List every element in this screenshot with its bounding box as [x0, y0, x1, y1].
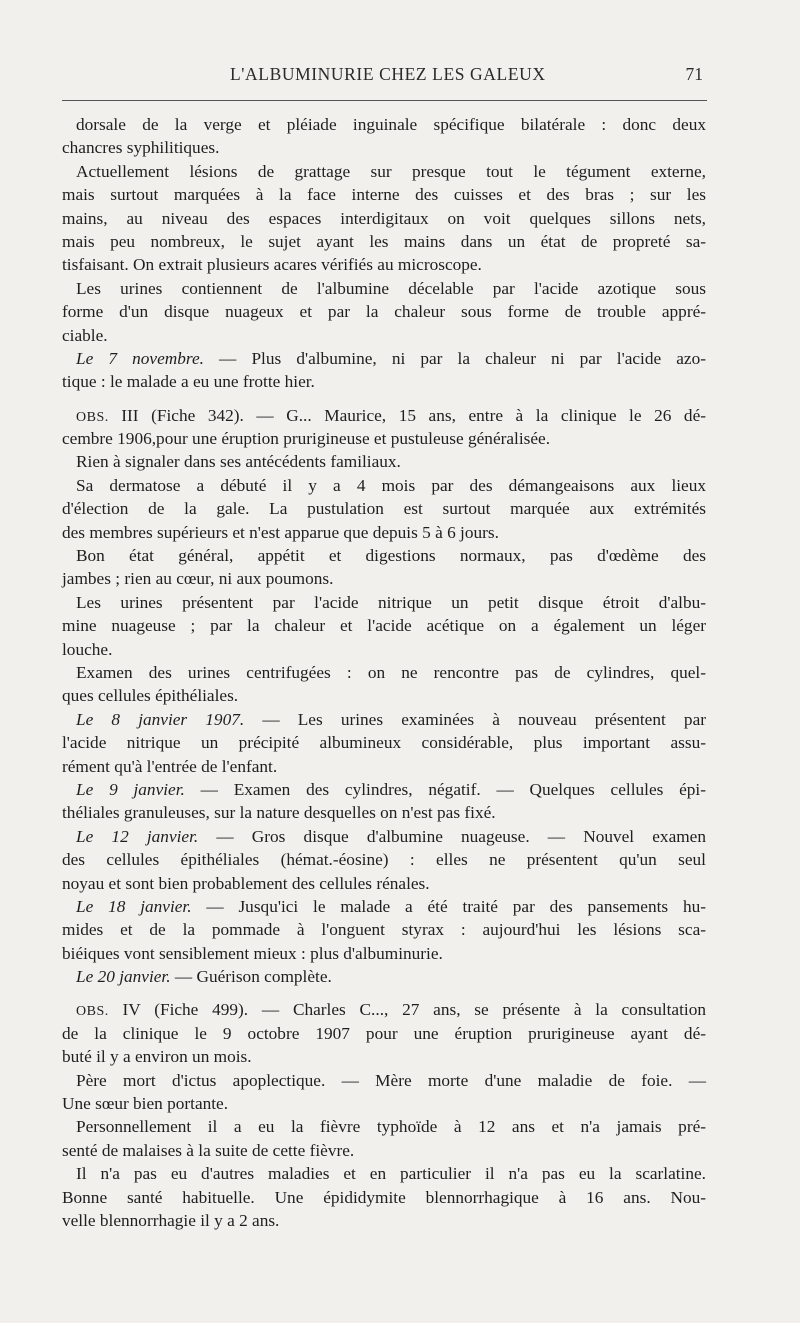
date-label: Le 9 janvier.	[76, 779, 185, 799]
running-title: L'ALBUMINURIE CHEZ LES GALEUX	[230, 64, 546, 84]
text-line	[62, 755, 706, 778]
paragraph	[62, 825, 706, 895]
paragraph	[62, 544, 706, 591]
line-text: ciable.	[62, 325, 108, 345]
line-text: mais peu nombreux, le sujet ayant les mains dans un état de propreté sa-	[62, 231, 706, 251]
text-line	[62, 404, 706, 427]
line-text: Les urines contiennent de l'albumine décelable par l'acide azotique sous	[76, 278, 706, 298]
text-line	[62, 614, 706, 637]
paragraph	[62, 1069, 706, 1116]
line-text: des cellules épithéliales (hémat.-éosine) : elles ne présentent qu'un seul	[62, 850, 706, 870]
text-line	[62, 895, 706, 918]
line-text: senté de malaises à la suite de cette fièvre.	[62, 1140, 355, 1160]
text-line	[62, 450, 706, 473]
text-line	[62, 731, 706, 754]
text-line	[62, 1022, 706, 1045]
text-line	[62, 113, 706, 136]
text-line	[62, 300, 706, 323]
text-line	[62, 965, 706, 988]
page-header	[62, 62, 707, 88]
text-line	[62, 778, 706, 801]
text-line	[62, 872, 706, 895]
line-text: Actuellement lésions de grattage sur presque tout le tégument externe,	[76, 161, 706, 181]
line-text: rément qu'à l'entrée de l'enfant.	[62, 756, 278, 776]
line-text: forme d'un disque nuageux et par la chaleur sous forme de trouble appré-	[62, 302, 706, 322]
paragraph	[62, 965, 706, 988]
text-line	[62, 801, 706, 824]
text-line	[62, 1139, 706, 1162]
line-text: louche.	[62, 639, 113, 659]
paragraph-gap	[62, 988, 706, 998]
line-text: théliales granuleuses, sur la nature desquelles on n'est pas fixé.	[62, 803, 496, 823]
line-text: — Les urines examinées à nouveau présentent par	[244, 709, 706, 729]
line-text: tique : le malade a eu une frotte hier.	[62, 372, 315, 392]
text-line	[62, 544, 706, 567]
date-label: Le 7 novembre.	[76, 348, 204, 368]
date-label: Le 20 janvier.	[76, 967, 171, 987]
line-text: ques cellules épithéliales.	[62, 686, 239, 706]
line-text: de la clinique le 9 octobre 1907 pour une éruption prurigineuse ayant dé-	[62, 1023, 706, 1043]
line-text: Il n'a pas eu d'autres maladies et en particulier il n'a pas eu la scarlatine.	[76, 1164, 706, 1184]
line-text: IV (Fiche 499). — Charles C..., 27 ans, se présente à la consultation	[108, 1000, 706, 1020]
text-line	[62, 347, 706, 370]
text-line	[62, 207, 706, 230]
text-line	[62, 497, 706, 520]
line-text: d'élection de la gale. La pustulation est surtout marquée aux extrémités	[62, 499, 706, 519]
text-line	[62, 427, 706, 450]
text-line	[62, 661, 706, 684]
text-line	[62, 825, 706, 848]
line-text: mains, au niveau des espaces interdigitaux on voit quelques sillons nets,	[62, 208, 706, 228]
line-text: Bon état général, appétit et digestions normaux, pas d'œdème des	[76, 546, 706, 566]
line-text: velle blennorrhagie il y a 2 ans.	[62, 1210, 280, 1230]
text-line	[62, 230, 706, 253]
text-line	[62, 1209, 706, 1232]
paragraph	[62, 591, 706, 661]
observation-label: OBS.	[76, 1004, 109, 1020]
line-text: cembre 1906,pour une éruption prurigineuse et pustuleuse généralisée.	[62, 429, 551, 449]
paragraph	[62, 661, 706, 708]
paragraph	[62, 160, 706, 277]
line-text: jambes ; rien au cœur, ni aux poumons.	[62, 569, 334, 589]
date-label: Le 12 janvier.	[76, 826, 199, 846]
text-line	[62, 160, 706, 183]
paragraph	[62, 1115, 706, 1162]
paragraph	[62, 113, 706, 160]
text-line	[62, 521, 706, 544]
line-text: Une sœur bien portante.	[62, 1094, 229, 1114]
line-text: — Plus d'albumine, ni par la chaleur ni par l'acide azo-	[203, 348, 706, 368]
line-text: mides et de la pommade à l'onguent styrax : aujourd'hui les lésions sca-	[62, 920, 706, 940]
text-line	[62, 942, 706, 965]
line-text: dorsale de la verge et pléiade inguinale spécifique bilatérale : donc deux	[76, 115, 706, 134]
paragraph	[62, 450, 706, 473]
date-label: Le 8 janvier 1907.	[76, 709, 245, 729]
text-line	[62, 684, 706, 707]
text-line	[62, 1162, 706, 1185]
line-text: buté il y a environ un mois.	[62, 1047, 252, 1067]
paragraph	[62, 474, 706, 544]
line-text: mais surtout marquées à la face interne des cuisses et des bras ; sur les	[62, 185, 706, 205]
line-text: des membres supérieurs et n'est apparue que depuis 5 à 6 jours.	[62, 522, 499, 542]
page-body	[62, 113, 706, 1232]
text-line	[62, 848, 706, 871]
paragraph	[62, 998, 706, 1068]
header-rule	[62, 100, 707, 101]
line-text: Examen des urines centrifugées : on ne rencontre pas de cylindres, quel-	[76, 662, 706, 682]
line-text: biéiques vont sensiblement mieux : plus d'albuminurie.	[62, 943, 443, 963]
text-line	[62, 708, 706, 731]
text-line	[62, 253, 706, 276]
paragraph	[62, 895, 706, 965]
text-line	[62, 567, 706, 590]
text-line	[62, 183, 706, 206]
line-text: mine nuageuse ; par la chaleur et l'acide acétique on a également un léger	[62, 616, 706, 636]
line-text: chancres syphilitiques.	[62, 138, 220, 158]
paragraph	[62, 778, 706, 825]
line-text: noyau et sont bien probablement des cellules rénales.	[62, 873, 430, 893]
line-text: — Guérison complète.	[170, 967, 332, 987]
text-line	[62, 136, 706, 159]
text-line	[62, 1092, 706, 1115]
line-text: — Gros disque d'albumine nuageuse. — Nouvel examen	[198, 826, 706, 846]
paragraph	[62, 347, 706, 394]
line-text: l'acide nitrique un précipité albumineux considérable, plus important assu-	[62, 733, 706, 753]
line-text: Sa dermatose a débuté il y a 4 mois par des démangeaisons aux lieux	[76, 475, 706, 495]
paragraph	[62, 708, 706, 778]
line-text: Rien à signaler dans ses antécédents familiaux.	[76, 452, 401, 472]
observation-label: OBS.	[76, 409, 109, 425]
page-number: 71	[685, 64, 703, 84]
text-line	[62, 277, 706, 300]
line-text: — Examen des cylindres, négatif. — Quelques cellules épi-	[184, 779, 706, 799]
line-text: Bonne santé habituelle. Une épididymite blennorrhagique à 16 ans. Nou-	[62, 1187, 706, 1207]
line-text: Les urines présentent par l'acide nitrique un petit disque étroit d'albu-	[76, 592, 706, 612]
text-line	[62, 1069, 706, 1092]
line-text: Père mort d'ictus apoplectique. — Mère morte d'une maladie de foie. —	[76, 1070, 706, 1090]
paragraph	[62, 404, 706, 451]
date-label: Le 18 janvier.	[76, 896, 192, 916]
line-text: — Jusqu'ici le malade a été traité par des pansements hu-	[191, 896, 706, 916]
text-line	[62, 474, 706, 497]
paragraph	[62, 1162, 706, 1232]
text-line	[62, 1186, 706, 1209]
line-text: Personnellement il a eu la fièvre typhoïde à 12 ans et n'a jamais pré-	[76, 1117, 706, 1137]
text-line	[62, 638, 706, 661]
paragraph	[62, 277, 706, 347]
text-line	[62, 1045, 706, 1068]
line-text: tisfaisant. On extrait plusieurs acares vérifiés au microscope.	[62, 255, 482, 275]
text-line	[62, 918, 706, 941]
text-line	[62, 591, 706, 614]
text-line	[62, 1115, 706, 1138]
paragraph-gap	[62, 394, 706, 404]
line-text: III (Fiche 342). — G... Maurice, 15 ans, entre à la clinique le 26 dé-	[108, 405, 706, 425]
text-line	[62, 998, 706, 1021]
text-line	[62, 324, 706, 347]
text-line	[62, 370, 706, 393]
